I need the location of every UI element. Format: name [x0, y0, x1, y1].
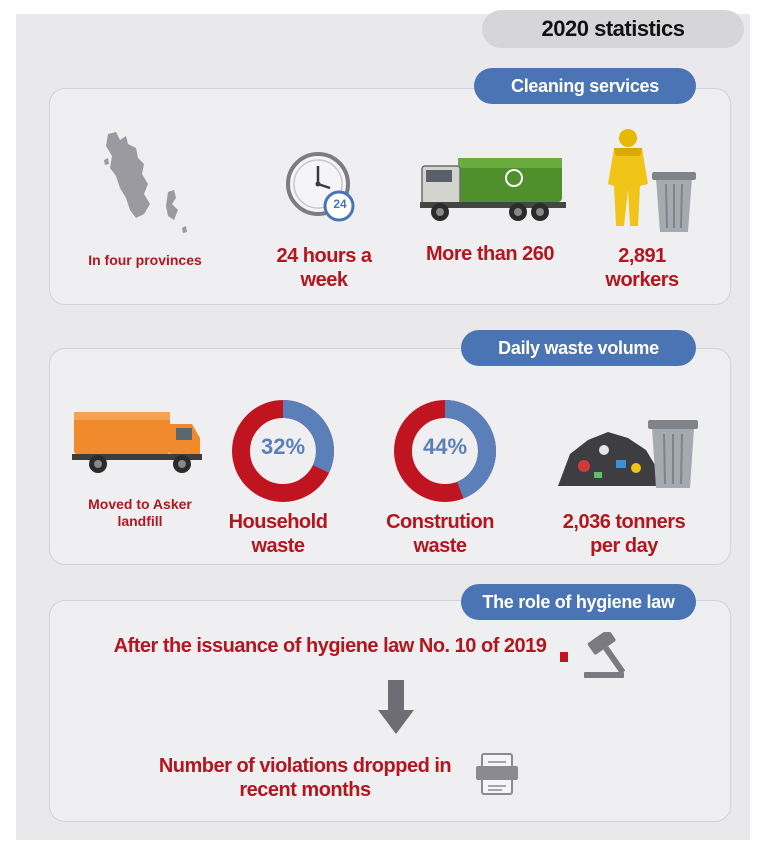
construction-waste-label: Constrution waste — [386, 511, 494, 557]
cleaning-services-heading: Cleaning services — [474, 68, 696, 104]
violations-dropped-text: Number of violations dropped in recent months — [158, 755, 452, 801]
workers-label: 2,891 workers — [605, 245, 679, 291]
gavel-icon — [556, 632, 638, 680]
clock-icon — [284, 150, 360, 226]
arrow-down-icon — [378, 680, 414, 736]
law-issuance-statement: After the issuance of hygiene law No. 10 of 2019 — [113, 635, 547, 657]
document-icon — [474, 752, 520, 800]
garbage-truck-icon — [418, 154, 568, 224]
hours-label: 24 hours a week — [276, 245, 372, 291]
daily-waste-heading: Daily waste volume — [461, 330, 696, 366]
clock-badge: 24 — [333, 197, 347, 211]
asker-landfill-label: Moved to Asker landfill — [88, 496, 192, 529]
household-percent: 32% — [260, 434, 306, 459]
trash-pile-icon — [554, 410, 698, 490]
worker-icon — [604, 126, 698, 234]
page-title: 2020 statistics — [482, 10, 744, 48]
orange-truck-icon — [72, 408, 204, 474]
provinces-label: In four provinces — [88, 252, 202, 268]
tonnes-per-day-label: 2,036 tonners per day — [562, 511, 686, 557]
household-waste-label: Household waste — [228, 511, 328, 557]
construction-percent: 44% — [422, 434, 468, 459]
trucks-label: More than 260 — [426, 243, 554, 265]
map-icon — [96, 128, 196, 248]
hygiene-law-heading: The role of hygiene law — [461, 584, 696, 620]
